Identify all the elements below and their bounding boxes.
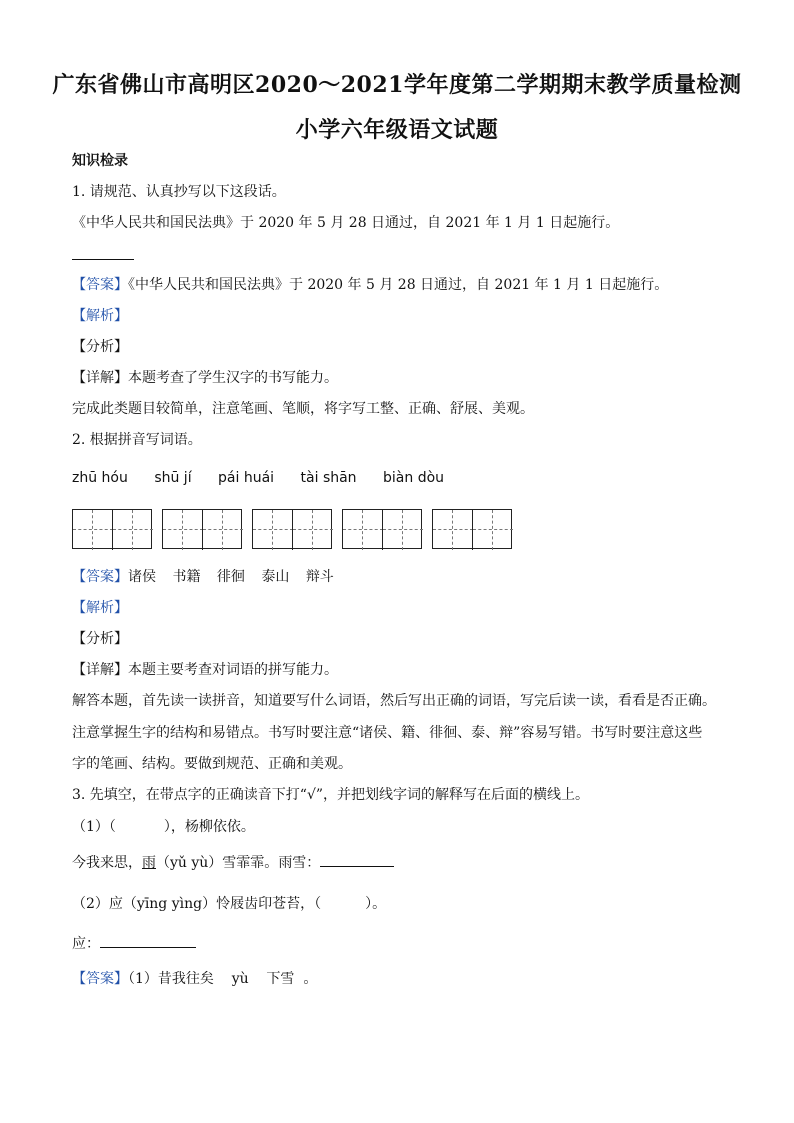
pinyin-item: zhū hóu	[72, 470, 128, 486]
q1-fenxi-tag: 【分析】	[72, 339, 128, 355]
q3-item2-fill: （2）应（yīng yìng）怜屐齿印苍苔，（ ）。	[72, 896, 387, 912]
answer-word: 诸侯	[128, 569, 156, 585]
tianzige-box[interactable]	[252, 509, 332, 549]
tianzige-box[interactable]	[342, 509, 422, 549]
page-title-line2: 小学六年级语文试题	[295, 117, 499, 143]
q2-fenxi-tag: 【分析】	[72, 631, 128, 647]
tianzige-box[interactable]	[72, 509, 152, 549]
page-title-line1: 广东省佛山市高明区2020～2021学年度第二学期期末教学质量检测	[52, 72, 742, 98]
q1-text: 《中华人民共和国民法典》于 2020 年 5 月 28 日通过，自 2021 年 1 月 1 日起施行。	[72, 215, 620, 231]
answer-blank-yuxue[interactable]	[320, 852, 394, 867]
q2-prompt: 2. 根据拼音写词语。	[72, 432, 202, 448]
answer-word: 泰山	[261, 569, 290, 585]
q3-answer	[72, 970, 317, 988]
answer-blank-ying[interactable]	[100, 933, 196, 948]
q2-answer	[72, 568, 346, 586]
answer-word: 辩斗	[305, 569, 334, 585]
answer-word: 徘徊	[216, 569, 245, 585]
q3-prompt: 3. 先填空，在带点字的正确读音下打“√”，并把划线字词的解释写在后面的横线上。	[72, 787, 590, 803]
answer-tag: 【答案】	[72, 971, 128, 987]
pinyin-item: tài shān	[300, 470, 357, 486]
underlined-word: 雨	[142, 855, 156, 871]
answer-tag: 【答案】	[72, 277, 128, 293]
answer-text: 《中华人民共和国民法典》于 2020 年 5 月 28 日通过，自 2021 年 1 月 1 日起施行。	[128, 277, 669, 293]
tianzige-box[interactable]	[162, 509, 242, 549]
section-heading: 知识检录	[72, 153, 128, 169]
pinyin-item: pái huái	[218, 470, 275, 486]
q1-xiangjie	[72, 369, 338, 387]
xiangjie-tag: 【详解】	[72, 662, 128, 678]
pinyin-item: biàn dòu	[383, 470, 445, 486]
q2-pinyin-row	[72, 470, 466, 486]
xiangjie-text: 本题主要考查对词语的拼写能力。	[128, 662, 338, 678]
q1-note: 完成此类题目较简单，注意笔画、笔顺，将字写工整、正确、舒展、美观。	[72, 401, 534, 417]
q2-para-3: 字的笔画、结构。要做到规范、正确和美观。	[72, 756, 352, 772]
q1-answer-line	[72, 259, 134, 260]
pinyin-item: shū jí	[154, 470, 192, 486]
q2-para-1: 解答本题，首先读一读拼音，知道要写什么词语，然后写出正确的词语，写完后读一读，看看是否正确。	[72, 693, 716, 709]
q3-item2-meaning: 应：	[72, 933, 196, 953]
q2-para-2: 注意掌握生字的结构和易错点。书写时要注意“诸侯、籍、徘徊、泰、辩”容易写错。书写时要注意这些	[72, 725, 703, 741]
tianzige-box[interactable]	[432, 509, 512, 549]
q1-jiexi-tag: 【解析】	[72, 308, 128, 324]
answer-word: 书籍	[172, 569, 201, 585]
q2-jiexi-tag: 【解析】	[72, 600, 128, 616]
q1-answer	[72, 276, 668, 294]
answer-tag: 【答案】	[72, 569, 128, 585]
q3-item1-fill: （1）（ ），杨柳依依。	[72, 819, 255, 835]
q3-item1-sentence: 今我来思，雨（yǔ yù）雪霏霏。雨雪：	[72, 852, 394, 872]
q1-prompt: 1. 请规范、认真抄写以下这段话。	[72, 184, 286, 200]
xiangjie-tag: 【详解】	[72, 370, 128, 386]
answer-text: （1）昔我往矣 yù 下雪 。	[128, 971, 318, 987]
xiangjie-text: 本题考查了学生汉字的书写能力。	[128, 370, 338, 386]
q2-xiangjie	[72, 661, 338, 679]
